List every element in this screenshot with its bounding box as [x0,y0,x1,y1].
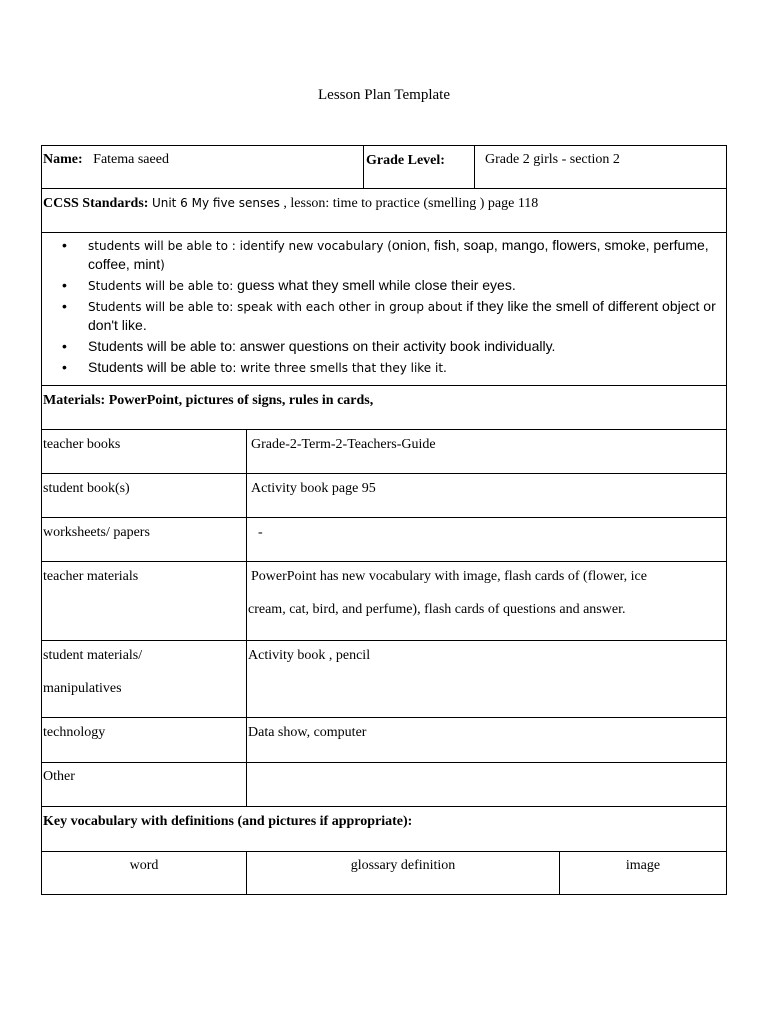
vocab-column-header: glossary definition [350,858,456,873]
name-label: Name: [43,152,83,167]
materials-row-value: Grade-2-Term-2-Teachers-Guide [251,437,436,452]
table-border [41,385,727,386]
table-border [41,851,727,852]
table-border [41,561,727,562]
name-cell [43,151,169,168]
table-border [41,717,727,718]
objective-item: • Students will be able to: guess what they smell while close their eyes. [42,276,722,295]
ccss-standards [43,195,723,212]
table-border [41,762,727,763]
grade-level-label: Grade Level: [366,153,445,168]
table-border [41,806,727,807]
materials-row-value: - [258,525,263,540]
table-border [41,429,727,430]
table-border [726,145,727,895]
table-border [474,145,475,188]
grade-level-value: Grade 2 girls - section 2 [485,152,620,167]
ccss-unit: Unit 6 My five senses [151,196,280,210]
materials-row-value-cont: cream, cat, bird, and perfume), flash cards of questions and answer. [248,602,626,617]
table-border [246,429,247,806]
table-border [41,640,727,641]
materials-row-value: Activity book , pencil [248,648,371,663]
materials-heading: Materials: PowerPoint, pictures of signs, rules in cards, [43,393,374,408]
materials-row-label: Other [43,769,75,784]
document-title: Lesson Plan Template [318,87,450,103]
objective-item: • Students will be able to: write three smells that they like it. [42,358,722,377]
ccss-rest: , lesson: time to practice (smelling ) page 118 [283,196,539,211]
objective-item: • students will be able to : identify new vocabulary (onion, fish, soap, mango, flowers, smoke, perfume, coffee, mint) [42,236,722,274]
table-border [41,517,727,518]
materials-row-label: technology [43,725,106,740]
materials-row-label: student book(s) [43,481,130,496]
name-value: Fatema saeed [93,152,169,167]
table-border [363,145,364,188]
table-border [41,145,727,146]
table-border [41,473,727,474]
vocab-column-header: word [129,858,159,873]
materials-row-label-cont: manipulatives [43,681,122,696]
materials-row-value: PowerPoint has new vocabulary with image, flash cards of (flower, ice [251,569,647,584]
ccss-label: CCSS Standards: [43,196,149,211]
table-border [41,188,727,189]
table-border [41,894,727,895]
objective-item: • Students will be able to: answer questions on their activity book individually. [42,337,722,356]
materials-row-label: student materials/ [43,648,143,663]
objective-item: • Students will be able to: speak with each other in group about if they like the smell of different object or don't like. [42,297,722,335]
materials-row-label: teacher books [43,437,121,452]
materials-row-value: Activity book page 95 [251,481,376,496]
materials-row-label: teacher materials [43,569,139,584]
vocabulary-heading: Key vocabulary with definitions (and pictures if appropriate): [43,814,413,829]
materials-row-value: Data show, computer [248,725,367,740]
vocab-column-header: image [625,858,661,873]
objectives-list [42,236,722,379]
table-border [41,232,727,233]
materials-row-label: worksheets/ papers [43,525,150,540]
